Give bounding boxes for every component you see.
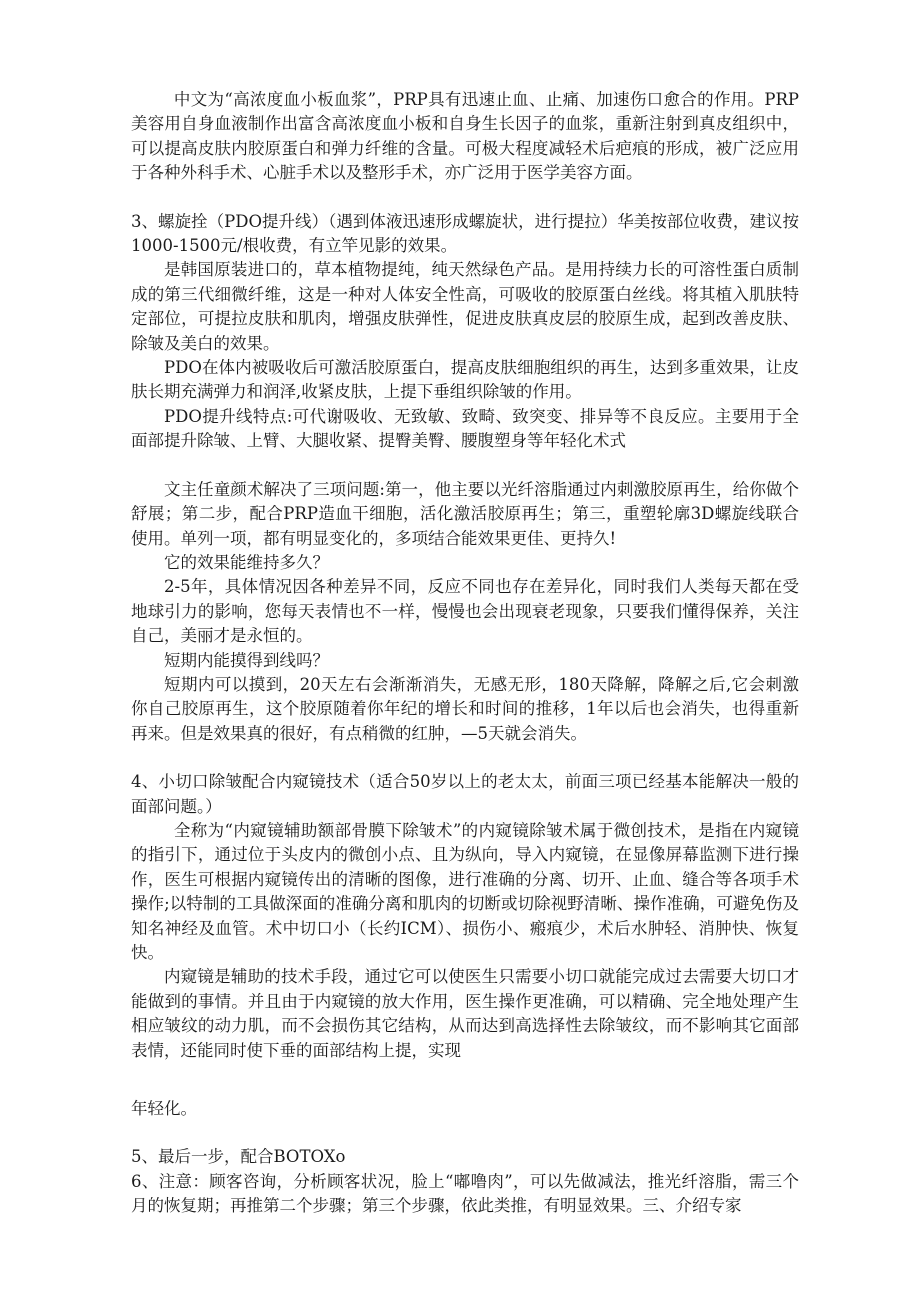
section-3-heading: 3、螺旋拴（PDO提升线）（遇到体液迅速形成螺旋状，进行提拉）华美按部位收费，建议按1000-1500元/根收费，有立竿见影的效果。 [131, 211, 799, 256]
endoscope-conclusion-line: 年轻化。 [131, 1099, 197, 1119]
director-summary-paragraph: 文主任童颜术解决了三项问题:第一，他主要以光纤溶脂通过内刺激胶原再生，给你做个舒展；第二步，配合PRP造血干细胞，活化激活胶原再生；第三，重塑轮廓3D螺旋线联合使用。单列一项，都有明显变化的，多项结合能效果更佳、更持久! [131, 479, 799, 548]
document-body [131, 88, 799, 1219]
paragraph-gap [131, 454, 799, 478]
faq-question-duration: 它的效果能维持多久？ [164, 552, 329, 572]
faq-answer-duration: 2-5年，具体情况因各种差异不同，反应不同也存在差异化，同时我们人类每天都在受地球引力的影响，您每天表情也不一样，慢慢也会出现衰老现象，只要我们懂得保养，关注自己，美丽才是永恒的。 [131, 577, 799, 646]
faq-question-palpable: 短期内能摸得到线吗？ [164, 650, 329, 670]
pdo-absorption-paragraph: PDO在体内被吸收后可激活胶原蛋白，提高皮肤细胞组织的再生，达到多重效果，让皮肤长期充满弹力和润泽,收紧皮肤，上提下垂组织除皱的作用。 [131, 358, 799, 402]
section-4-heading: 4、小切口除皱配合内窥镜技术（适合50岁以上的老太太，前面三项已经基本能解决一般的面部问题。） [131, 772, 799, 816]
faq-answer-palpable: 短期内可以摸到，20天左右会渐渐消失，无感无形，180天降解，降解之后,它会刺激你自己胶原再生，这个胶原随着你年纪的增长和时间的推移，1年以后也会消失，也得重新再来。但是效果真的很好，有点稍微的红肿，—5天就会消失。 [131, 674, 799, 743]
paragraph-gap [131, 1121, 799, 1145]
paragraph-gap [131, 186, 799, 210]
pdo-features-paragraph: PDO提升线特点:可代谢吸收、无致敏、致畸、致突变、排异等不良反应。主要用于全面部提升除皱、上臂、大腿收紧、提臀美臀、腰腹塑身等年轻化术式 [131, 406, 799, 451]
pdo-origin-paragraph: 是韩国原装进口的，草本植物提纯，纯天然绿色产品。是用持续力长的可溶性蛋白质制成的第三代细微纤维，这是一种对人体安全性高，可吸收的胶原蛋白丝线。将其植入肌肤特定部位，可提拉皮肤和肌肉，增强皮肤弹性，促进皮肤真皮层的胶原生成，起到改善皮肤、除皱及美白的效果。 [131, 260, 799, 353]
section-5-heading: 5、最后一步，配合BOTOXo [131, 1147, 346, 1167]
section-6-heading: 6、注意：顾客咨询，分析顾客状况，脸上“嘟噜肉”，可以先做减法，推光纤溶脂，需三个月的恢复期；再推第二个步骤；第三个步骤，依此类推，有明显效果。三、介绍专家 [131, 1171, 799, 1216]
paragraph-gap [131, 746, 799, 770]
endoscope-benefit-paragraph: 内窥镜是辅助的技术手段，通过它可以使医生只需要小切口就能完成过去需要大切口才能做到的事情。并且由于内窥镜的放大作用，医生操作更准确，可以精确、完全地处理产生相应皱纹的动力肌，而不会损伤其它结构，从而达到高选择性去除皱纹，而不影响其它面部表情，还能同时使下垂的面部结构上提，实现 [131, 967, 799, 1060]
paragraph-gap [131, 1063, 799, 1097]
prp-description-paragraph: 中文为“高浓度血小板血浆”，PRP具有迅速止血、止痛、加速伤口愈合的作用。PRP美容用自身血液制作出富含高浓度血小板和自身生长因子的血浆，重新注射到真皮组织中，可以提高皮肤内胶原蛋白和弹力纤维的含量。可极大程度减轻术后疤痕的形成，被广泛应用于各种外科手术、心脏手术以及整形手术，亦广泛用于医学美容方面。 [131, 90, 799, 183]
endoscope-definition-paragraph: 全称为“内窥镜辅助额部骨膜下除皱术”的内窥镜除皱术属于微创技术，是指在内窥镜的指引下，通过位于头皮内的微创小点、且为纵向，导入内窥镜，在显像屏幕监测下进行操作，医生可根据内窥镜传出的清晰的图像，进行准确的分离、切开、止血、缝合等各项手术操作;以特制的工具做深面的准确分离和肌肉的切断或切除视野清晰、操作准确，可避免伤及知名神经及血管。术中切口小（长约ICM）、损伤小、瘢痕少，术后水肿轻、消肿快、恢复快。 [131, 820, 799, 962]
